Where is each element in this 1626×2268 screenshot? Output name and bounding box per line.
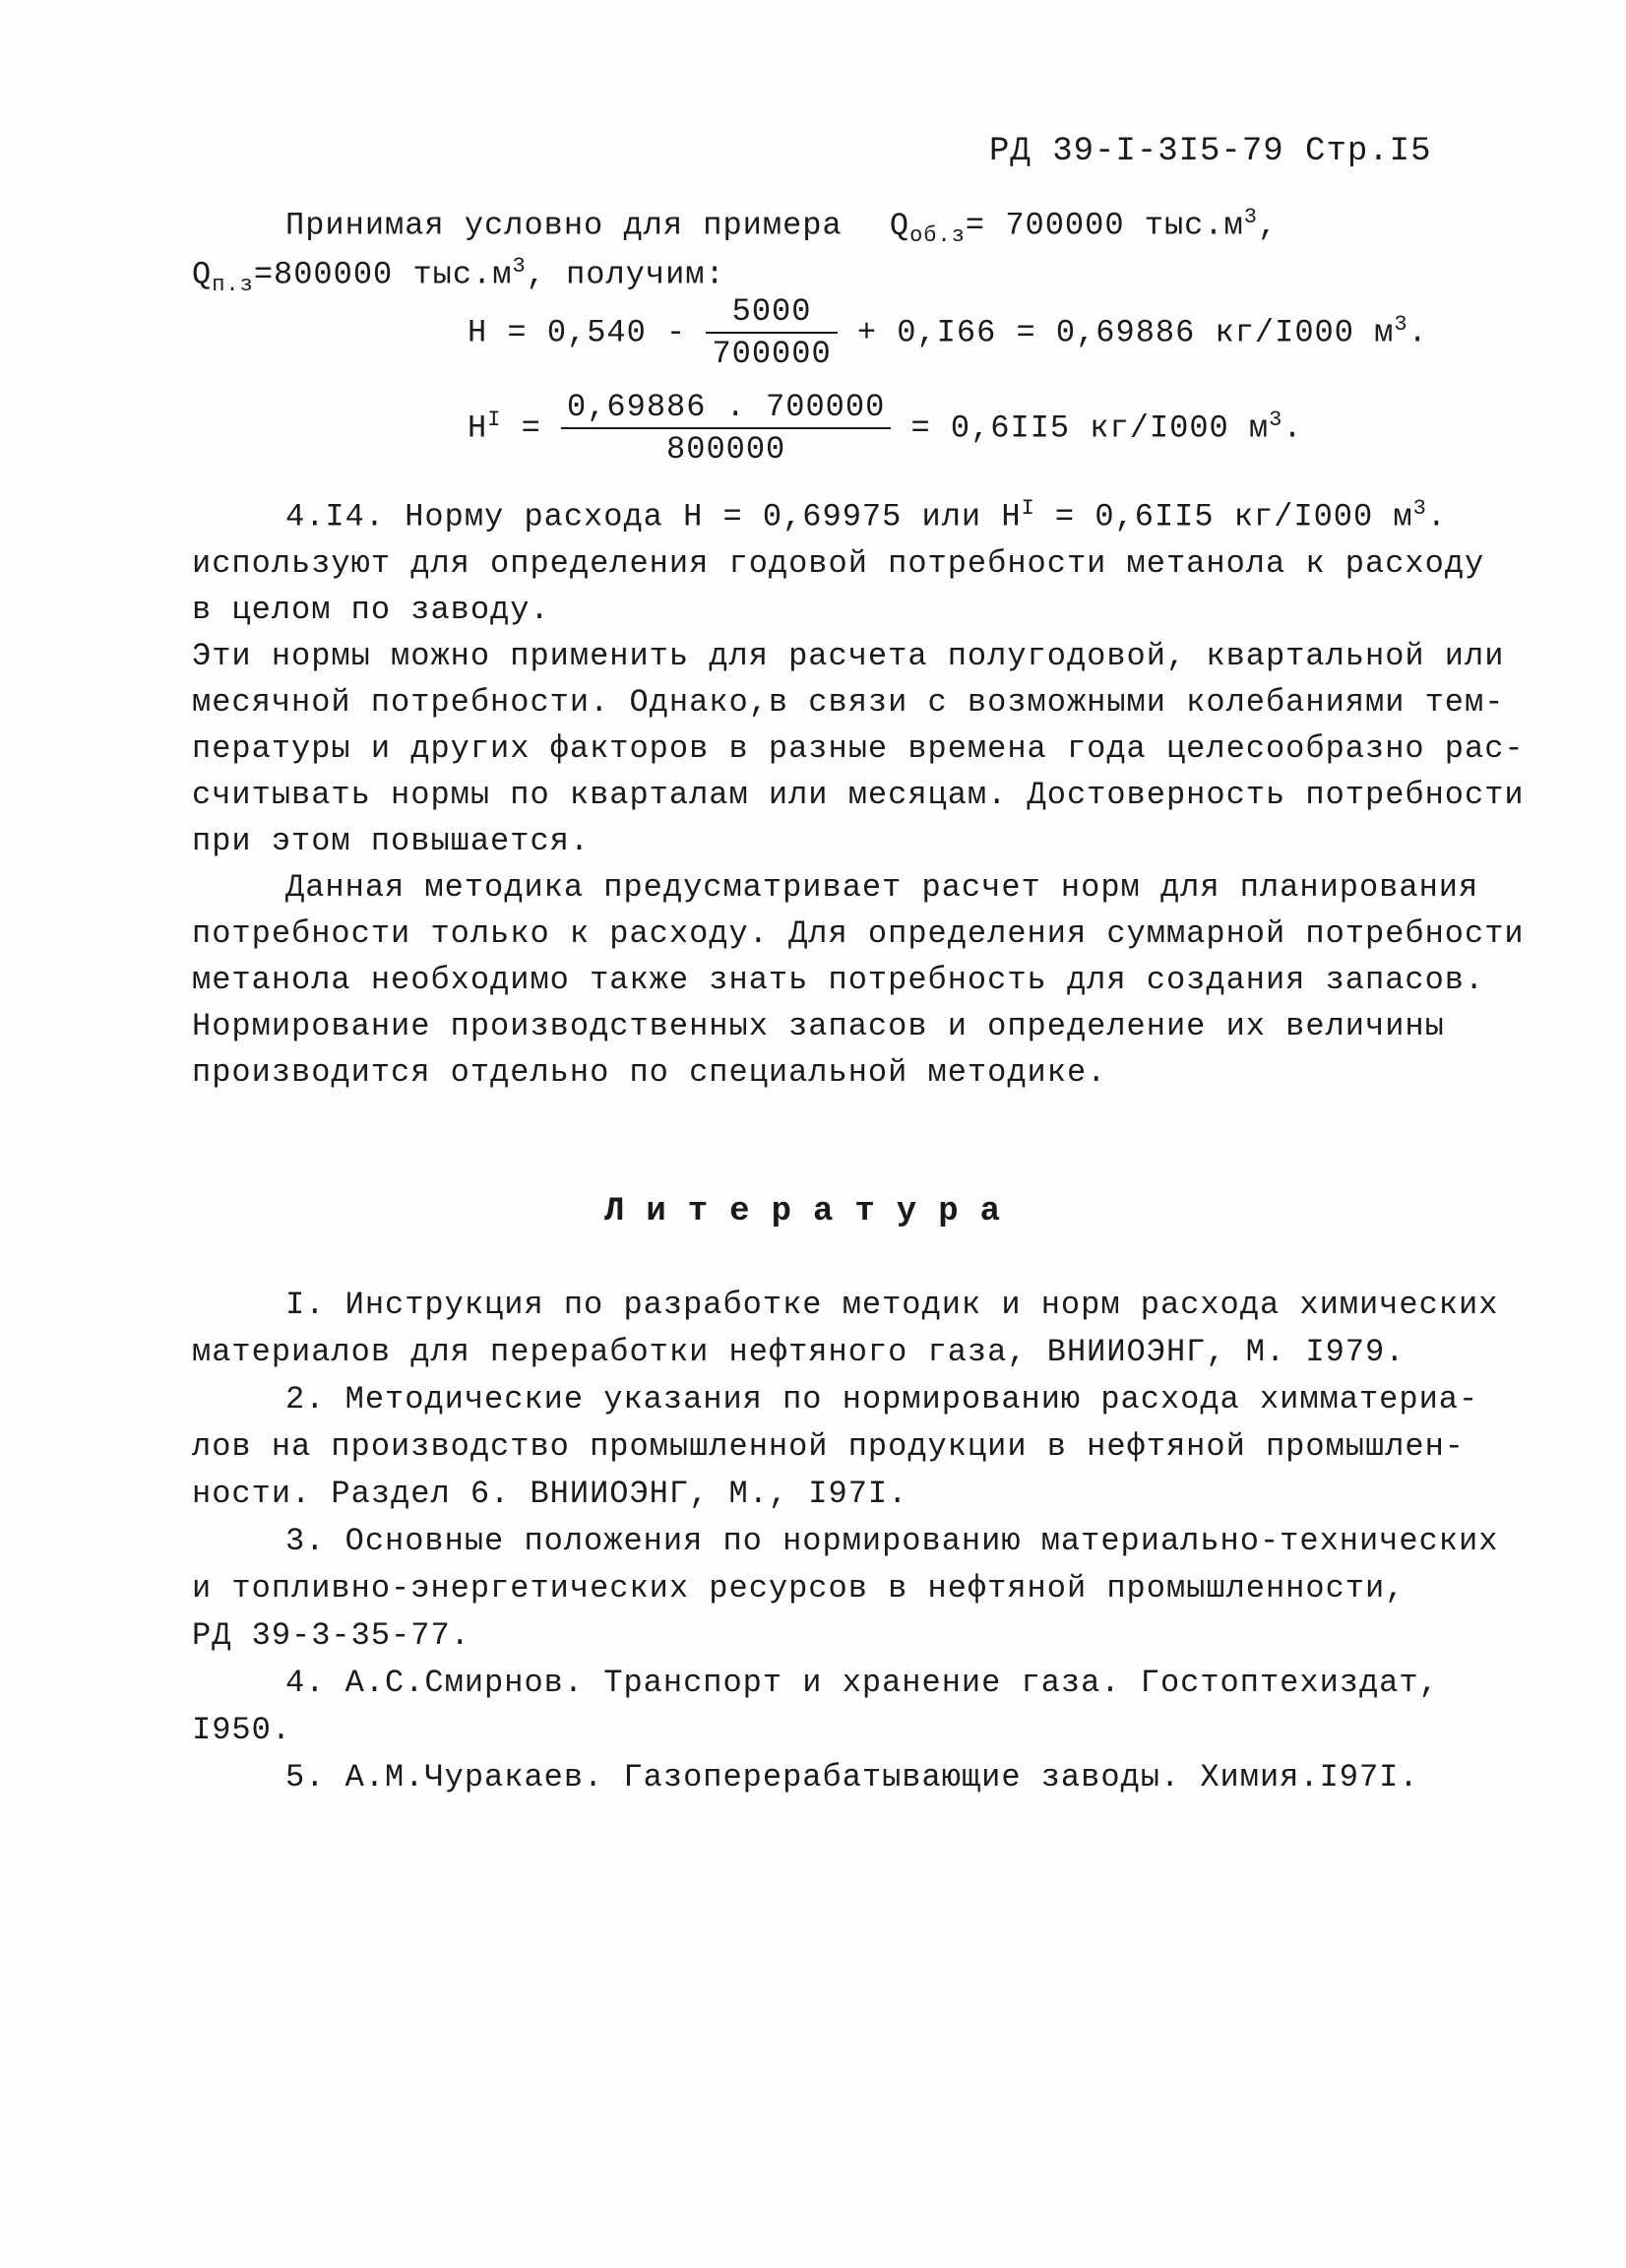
para-414-superscript-2: 3 — [1412, 496, 1427, 521]
formula-1-end: . — [1407, 314, 1428, 351]
reference-3-line: РД 39-3-35-77. — [192, 1617, 470, 1654]
reference-2-line: лов на производство промышленной продукции в нефтяной промышлен- — [192, 1428, 1465, 1465]
formula-2-superscript: 3 — [1269, 407, 1283, 432]
reference-3-line: 3. Основные положения по нормированию материально-технических — [285, 1523, 1499, 1559]
reference-2-line: ности. Раздел 6. ВНИИОЭНГ, М., I97I. — [192, 1476, 908, 1512]
formula-1-lhs: Н = 0,540 - — [468, 314, 687, 351]
para-norms-line: считывать нормы по кварталам или месяцам. Достоверность потребности — [192, 776, 1525, 813]
para-method-line: Нормирование производственных запасов и определение их величины — [192, 1007, 1445, 1044]
reference-1-line: материалов для переработки нефтяного газа, ВНИИОЭНГ, М. I979. — [192, 1334, 1406, 1370]
page-header: РД 39-I-3I5-79 Стр.I5 — [989, 133, 1432, 170]
q-ob-superscript: 3 — [1243, 205, 1258, 229]
formula-2-lhs-superscript: I — [487, 407, 502, 432]
para-414-line-2: используют для определения годовой потребности метанола к расходу — [192, 544, 1485, 582]
formula-2-denominator: 800000 — [666, 431, 786, 468]
references-list — [192, 1282, 1499, 1801]
reference-3-line: и топливно-энергетических ресурсов в нефтяной промышленности, — [192, 1570, 1406, 1606]
formula-1-denominator: 700000 — [712, 336, 832, 372]
formula-2-fraction — [561, 389, 891, 468]
q-ob-symbol: Q — [889, 207, 910, 244]
reference-2-line: 2. Методические указания по нормированию расхода химматериа- — [285, 1381, 1479, 1418]
example-intro: Принимая условно для примера — [285, 207, 843, 244]
para-method-line: Данная методика предусматривает расчет норм для планирования — [285, 868, 1479, 906]
q-p-subscript: п.з — [212, 273, 254, 298]
reference-1-line: I. Инструкция по разработке методик и норм расхода химических — [285, 1287, 1499, 1323]
para-method-line: метанола необходимо также знать потребность для создания запасов. — [192, 961, 1485, 998]
formula-2 — [468, 389, 1303, 468]
para-414-line-3: в целом по заводу. — [192, 591, 550, 628]
para-method-line: производится отдельно по специальной методике. — [192, 1053, 1107, 1091]
q-ob-subscript: об.з — [909, 223, 966, 249]
para-414-text-a: 4.I4. Норму расхода Н = 0,69975 или Н — [285, 498, 1022, 536]
reference-5-line: 5. А.М.Чуракаев. Газоперерабатывающие заводы. Химия.I97I. — [285, 1759, 1419, 1796]
para-414-text-b: = 0,6II5 кг/I000 м — [1054, 498, 1413, 536]
formula-2-rhs: = 0,6II5 кг/I000 м — [910, 410, 1270, 447]
formula-1-superscript: 3 — [1394, 311, 1408, 337]
para-norms-line: пературы и других факторов в разные времена года целесообразно рас- — [192, 729, 1525, 767]
example-line-2 — [192, 254, 725, 297]
literature-heading: Литература — [603, 1193, 1023, 1230]
para-414-end: . — [1426, 498, 1447, 536]
formula-1-numerator: 5000 — [706, 293, 837, 334]
formula-2-equals: = — [521, 410, 541, 447]
q-p-superscript: 3 — [512, 254, 527, 279]
para-method-line: потребности только к расходу. Для определения суммарной потребности — [192, 914, 1525, 952]
reference-4-line: 4. А.С.Смирнов. Транспорт и хранение газа. Гостоптехиздат, — [285, 1665, 1439, 1701]
formula-2-lhs: Н — [468, 410, 488, 447]
para-414-superscript-1: I — [1021, 496, 1035, 521]
reference-4-line: I950. — [192, 1712, 292, 1748]
para-norms-line: месячной потребности. Однако,в связи с возможными колебаниями тем- — [192, 683, 1505, 721]
main-text — [192, 485, 1525, 1096]
q-ob-end: , — [1257, 207, 1279, 244]
example-line-1 — [285, 205, 1278, 248]
q-p-end: , получим: — [526, 256, 725, 293]
formula-2-numerator: 0,69886 . 700000 — [561, 389, 891, 429]
formula-2-end: . — [1282, 410, 1303, 447]
q-p-value: =800000 тыс.м — [253, 256, 513, 293]
q-p-symbol: Q — [192, 256, 213, 293]
para-414-line-1 — [192, 485, 1447, 540]
q-ob-value: = 700000 тыс.м — [965, 207, 1244, 244]
formula-1-rhs: + 0,I66 = 0,69886 кг/I000 м — [856, 314, 1395, 351]
para-norms-line: Эти нормы можно применить для расчета полугодовой, квартальной или — [192, 637, 1505, 674]
formula-1-fraction — [706, 293, 837, 372]
para-norms-line: при этом повышается. — [192, 822, 591, 859]
formula-1 — [468, 293, 1428, 372]
